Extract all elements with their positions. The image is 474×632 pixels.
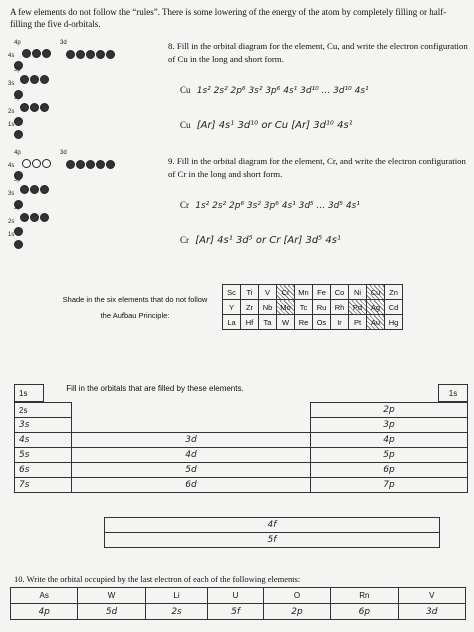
d-cell[interactable]: 3d — [72, 433, 311, 448]
question-9-number: 9. — [168, 156, 175, 166]
element-cell[interactable]: Ti — [241, 285, 259, 300]
s-cell[interactable]: 7s — [15, 478, 72, 493]
question-9-text: Fill in the orbital diagram for the element, Cr, and write the electron configuration of Cr in the long and short form. — [168, 156, 466, 179]
element-cell[interactable]: Mn — [295, 285, 313, 300]
element-symbol: Li — [145, 588, 208, 604]
element-cell[interactable]: Mo — [277, 300, 295, 315]
element-cell[interactable]: Re — [295, 315, 313, 330]
question-9 — [168, 155, 468, 181]
p-cell[interactable]: 4p — [311, 433, 468, 448]
grid-row — [15, 418, 468, 433]
p-cell[interactable]: 5p — [311, 448, 468, 463]
orbital-label: 3p — [14, 67, 21, 73]
element-cell[interactable]: Zn — [385, 285, 403, 300]
orbital-diagram-cu — [8, 40, 158, 140]
cr-short-answer: [Ar] 4s¹ 3d⁵ or Cr [Ar] 3d⁵ 4s¹ — [195, 235, 341, 246]
answers-row — [11, 604, 466, 620]
d-cell[interactable]: 4d — [72, 448, 311, 463]
cu-short-label: Cu — [180, 120, 191, 130]
periodic-row — [223, 285, 403, 300]
element-cell[interactable]: Ir — [331, 315, 349, 330]
cu-short-form-row — [180, 120, 465, 131]
intro-text: A few elements do not follow the “rules”. There is some lowering of the energy of the atom by completely filling or half-filling the five d-orbitals. — [10, 7, 447, 29]
element-cell[interactable]: Ag — [367, 300, 385, 315]
orbital-label: 3p — [14, 177, 21, 183]
element-symbol: As — [11, 588, 78, 604]
orbital-answer[interactable]: 6p — [331, 604, 398, 620]
s-cell[interactable]: 6s — [15, 463, 72, 478]
question-8-text: Fill in the orbital diagram for the element, Cu, and write the electron configuration of Cu in the long and short form. — [168, 41, 468, 64]
f-block — [104, 517, 440, 548]
orbital-answer[interactable]: 5d — [78, 604, 145, 620]
right-head-column — [438, 384, 468, 402]
element-cell[interactable]: Hg — [385, 315, 403, 330]
orbital-label: 2p — [14, 205, 21, 211]
element-cell[interactable]: Os — [313, 315, 331, 330]
grid-row — [15, 463, 468, 478]
question-10-table — [10, 587, 466, 620]
element-cell[interactable]: Tc — [295, 300, 313, 315]
question-8-number: 8. — [168, 41, 175, 51]
fill-instruction: Fill in the orbitals that are filled by these elements. — [66, 384, 244, 393]
cr-long-form-row — [180, 200, 465, 211]
element-cell[interactable]: Ru — [313, 300, 331, 315]
p-cell[interactable]: 7p — [311, 478, 468, 493]
orbital-label: 1s — [8, 232, 15, 238]
grid-gap — [72, 418, 311, 433]
f-cell[interactable]: 4f — [105, 518, 440, 533]
p-cell[interactable]: 3p — [311, 418, 468, 433]
orbital-label: 2s — [8, 219, 15, 225]
element-cell[interactable]: W — [277, 315, 295, 330]
orbital-label: 4s — [8, 163, 15, 169]
orbital-answer[interactable]: 3d — [398, 604, 465, 620]
s-head-cell: 1s — [15, 385, 44, 402]
element-symbol: O — [263, 588, 330, 604]
shade-instruction: Shade in the six elements that do not follow the Aufbau Principle: — [62, 295, 208, 320]
orbital-answer[interactable]: 2s — [145, 604, 208, 620]
p-cell[interactable]: 6p — [311, 463, 468, 478]
periodic-table-fragment — [222, 284, 403, 330]
orbital-label: 3s — [8, 191, 15, 197]
cu-short-answer: [Ar] 4s¹ 3d¹⁰ or Cu [Ar] 3d¹⁰ 4s¹ — [196, 120, 353, 131]
periodic-row — [223, 315, 403, 330]
orbital-diagram-cr — [8, 150, 158, 250]
cu-long-answer: 1s² 2s² 2p⁶ 3s² 3p⁶ 4s¹ 3d¹⁰ ... 3d¹⁰ 4s¹ — [196, 86, 369, 96]
question-8 — [168, 40, 468, 66]
d-cell[interactable]: 6d — [72, 478, 311, 493]
orbital-label: 3s — [8, 81, 15, 87]
cr-long-answer: 1s² 2s² 2p⁶ 3s² 3p⁶ 4s¹ 3d⁵ ... 3d⁵ 4s¹ — [195, 201, 360, 211]
orbital-answer[interactable]: 4p — [11, 604, 78, 620]
element-cell[interactable]: Nb — [259, 300, 277, 315]
orbital-label: 2s — [8, 109, 15, 115]
element-cell[interactable]: Cr — [277, 285, 295, 300]
element-cell[interactable]: Ni — [349, 285, 367, 300]
grid-row — [15, 478, 468, 493]
element-cell[interactable]: Rh — [331, 300, 349, 315]
orbital-answer[interactable]: 2p — [263, 604, 330, 620]
cu-long-form-row — [180, 85, 465, 96]
grid-row — [15, 433, 468, 448]
f-cell[interactable]: 5f — [105, 533, 440, 548]
s-cell[interactable]: 3s — [15, 418, 72, 433]
periodic-row — [223, 300, 403, 315]
element-symbol: Rn — [331, 588, 398, 604]
s-cell[interactable]: 5s — [15, 448, 72, 463]
element-cell[interactable]: Y — [223, 300, 241, 315]
question-10-text: 10. Write the orbital occupied by the last electron of each of the following elements: — [14, 574, 301, 584]
s-cell: 2s — [15, 403, 72, 418]
element-symbol: U — [208, 588, 264, 604]
cr-short-label: Cr — [180, 235, 189, 245]
cr-long-label: Cr — [180, 200, 189, 210]
orbital-grid — [14, 402, 468, 493]
element-cell[interactable]: Cd — [385, 300, 403, 315]
grid-row — [15, 448, 468, 463]
orbital-label: 1s — [8, 122, 15, 128]
orbital-label: 4s — [8, 53, 15, 59]
element-cell[interactable]: Hf — [241, 315, 259, 330]
s-cell[interactable]: 4s — [15, 433, 72, 448]
element-cell[interactable]: Zr — [241, 300, 259, 315]
element-cell[interactable]: Cu — [367, 285, 385, 300]
right-head-cell: 1s — [439, 385, 468, 402]
orbital-label: 4p — [14, 40, 21, 46]
element-cell[interactable]: Co — [331, 285, 349, 300]
orbital-label: 2p — [14, 95, 21, 101]
element-cell[interactable]: Sc — [223, 285, 241, 300]
orbital-label: 3d — [60, 150, 67, 156]
grid-gap — [72, 403, 311, 418]
elements-row — [11, 588, 466, 604]
element-symbol: V — [398, 588, 465, 604]
cr-short-form-row — [180, 235, 465, 246]
p-cell[interactable]: 2p — [311, 403, 468, 418]
element-cell[interactable]: Pt — [349, 315, 367, 330]
element-cell[interactable]: Au — [367, 315, 385, 330]
element-cell[interactable]: V — [259, 285, 277, 300]
orbital-answer[interactable]: 5f — [208, 604, 264, 620]
orbital-label: 3d — [60, 40, 67, 46]
element-symbol: W — [78, 588, 145, 604]
cu-long-label: Cu — [180, 85, 191, 95]
orbital-label: 4p — [14, 150, 21, 156]
element-cell[interactable]: Pd — [349, 300, 367, 315]
element-cell[interactable]: Ta — [259, 315, 277, 330]
element-cell[interactable]: La — [223, 315, 241, 330]
s-block-column — [14, 384, 44, 402]
element-cell[interactable]: Fe — [313, 285, 331, 300]
d-cell[interactable]: 5d — [72, 463, 311, 478]
grid-row — [15, 403, 468, 418]
